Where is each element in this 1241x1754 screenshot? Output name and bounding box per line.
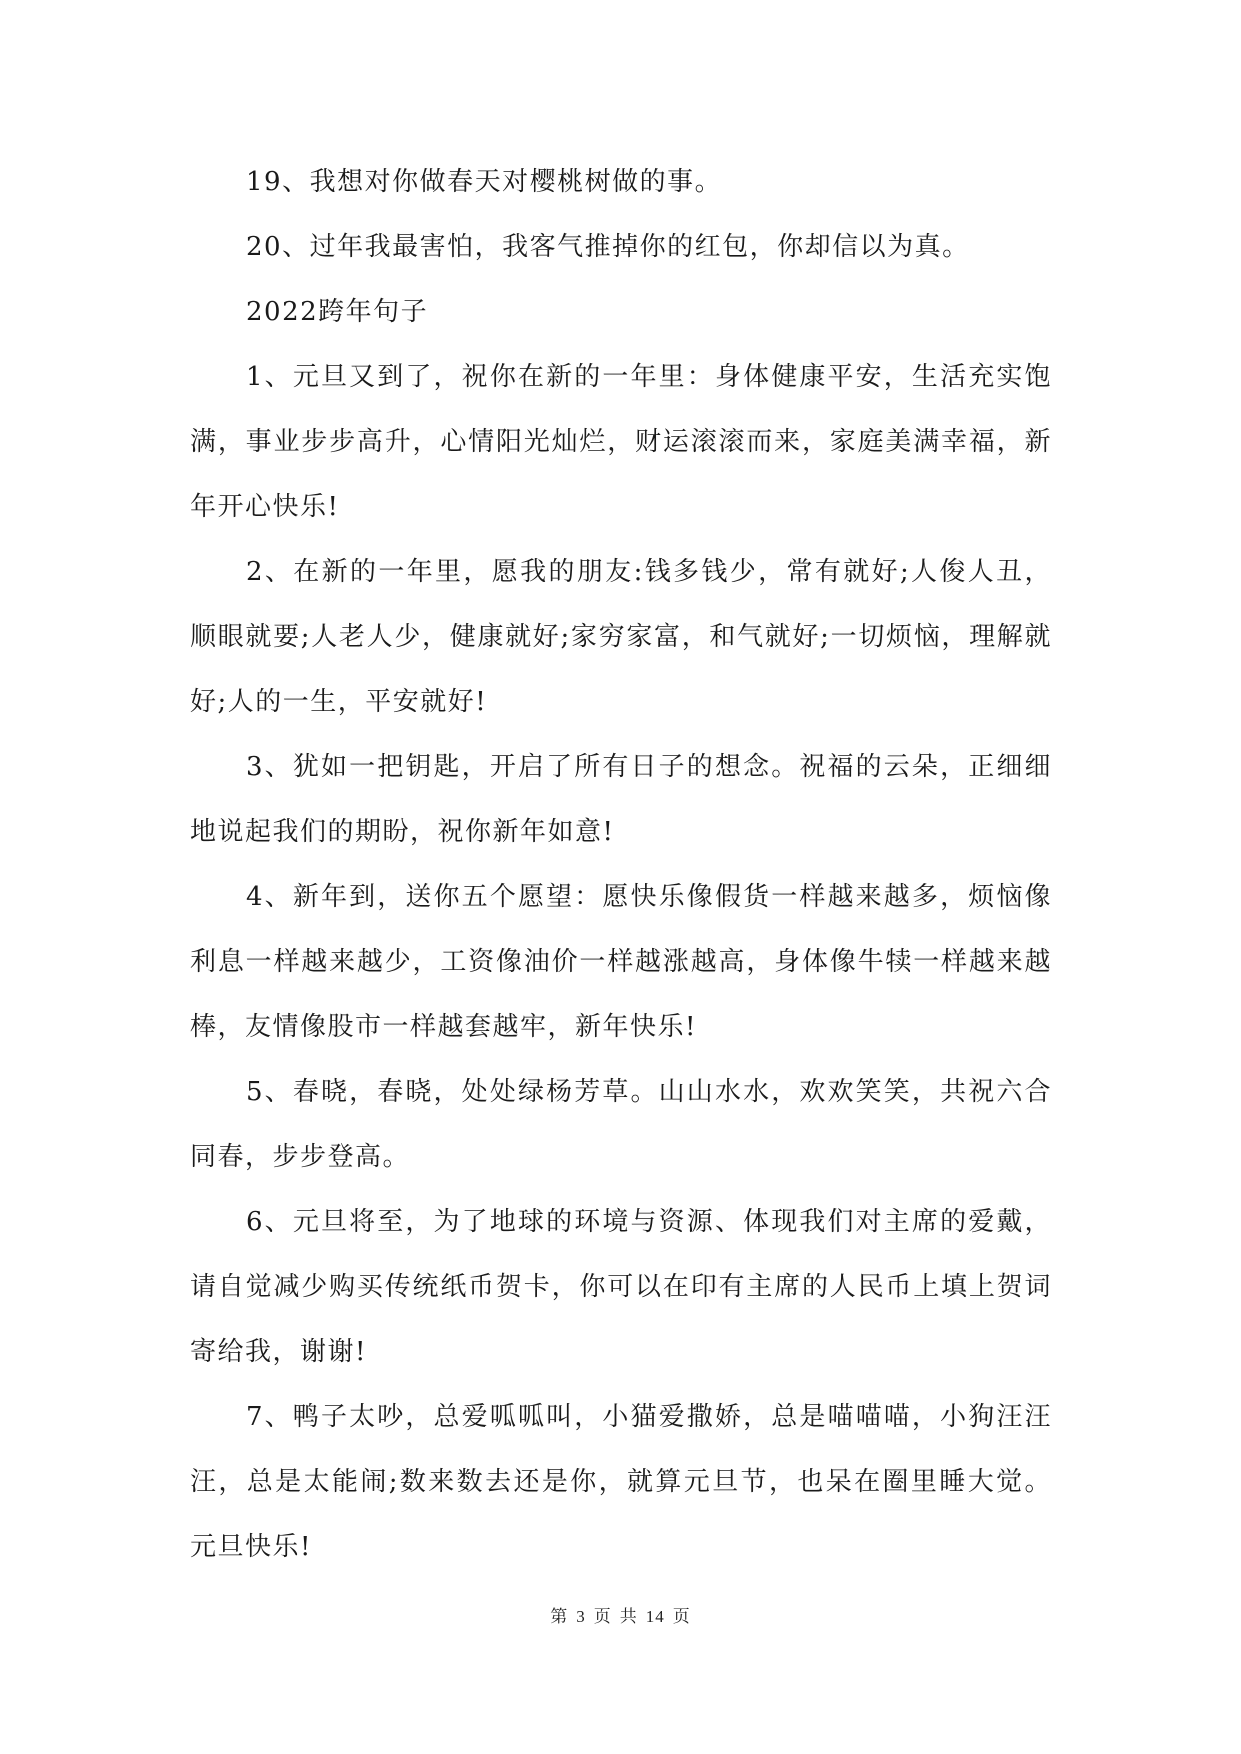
- paragraph-7: 7、鸭子太吵，总爱呱呱叫，小猫爱撒娇，总是喵喵喵，小狗汪汪汪，总是太能闹;数来数去还是你，就算元旦节，也呆在圈里睡大觉。元旦快乐!: [190, 1402, 1052, 1562]
- footer-page-word: 页: [593, 1607, 612, 1627]
- paragraph-20: 20、过年我最害怕，我客气推掉你的红包，你却信以为真。: [246, 232, 970, 262]
- paragraph-6: 6、元旦将至，为了地球的环境与资源、体现我们对主席的爱戴，请自觉减少购买传统纸币贺卡，你可以在印有主席的人民币上填上贺词寄给我，谢谢!: [190, 1207, 1052, 1367]
- footer-current-page: 3: [576, 1607, 586, 1626]
- paragraph-3: 3、犹如一把钥匙，开启了所有日子的想念。祝福的云朵，正细细地说起我们的期盼，祝你新年如意!: [190, 752, 1052, 847]
- footer-total-pages: 14: [645, 1607, 665, 1626]
- paragraph-5: 5、春晓，春晓，处处绿杨芳草。山山水水，欢欢笑笑，共祝六合同春，步步登高。: [190, 1077, 1052, 1172]
- paragraph-2: 2、在新的一年里，愿我的朋友:钱多钱少，常有就好;人俊人丑，顺眼就要;人老人少，健康就好;家穷家富，和气就好;一切烦恼，理解就好;人的一生，平安就好!: [190, 557, 1052, 717]
- footer-suffix: 页: [672, 1607, 691, 1627]
- page-footer: [0, 1602, 1241, 1627]
- document-body: [190, 150, 1052, 1580]
- footer-total-word: 共: [619, 1607, 638, 1627]
- paragraph-1: 1、元旦又到了，祝你在新的一年里：身体健康平安，生活充实饱满，事业步步高升，心情阳光灿烂，财运滚滚而来，家庭美满幸福，新年开心快乐!: [190, 362, 1052, 522]
- section-heading: 2022跨年句子: [246, 297, 429, 327]
- footer-prefix: 第: [550, 1607, 569, 1627]
- paragraph-4: 4、新年到，送你五个愿望：愿快乐像假货一样越来越多，烦恼像利息一样越来越少，工资像油价一样越涨越高，身体像牛犊一样越来越棒，友情像股市一样越套越牢，新年快乐!: [190, 882, 1052, 1042]
- paragraph-19: 19、我想对你做春天对樱桃树做的事。: [246, 167, 723, 197]
